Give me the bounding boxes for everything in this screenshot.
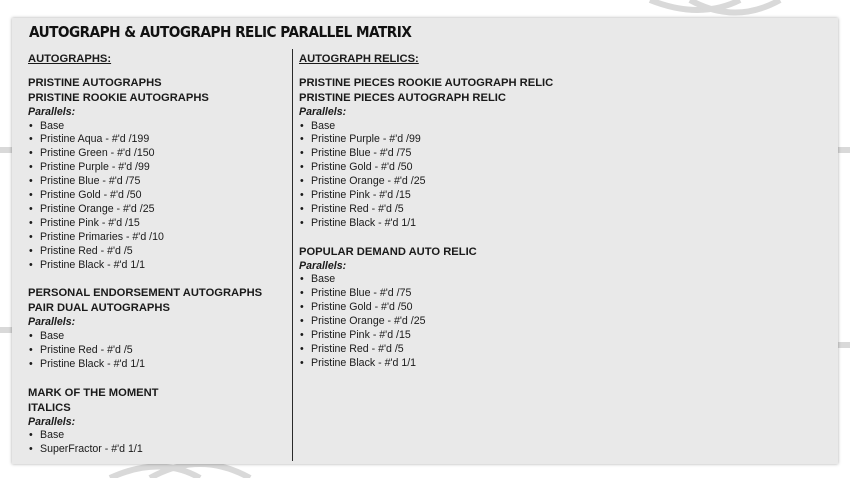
parallels-label: Parallels: [299,259,347,272]
list-item: • Base [28,330,298,344]
parallels-label: Parallels: [28,415,76,428]
list-item: • Pristine Red - #'d /5 [299,203,619,217]
list-item: • Pristine Purple - #'d /99 [299,133,619,147]
list-item: • Base [28,429,298,443]
autographs-column [28,52,298,471]
list-item: • Pristine Aqua - #'d /199 [28,133,298,147]
list-item: • Pristine Red - #'d /5 [28,245,298,259]
group-name: POPULAR DEMAND AUTO RELIC [299,245,477,258]
list-item: • Base [299,120,619,134]
list-item: • Base [299,273,619,287]
list-item: • Pristine Pink - #'d /15 [28,217,298,231]
page-title: AUTOGRAPH & AUTOGRAPH RELIC PARALLEL MATRIX [29,23,412,41]
parallel-list [28,330,298,372]
list-item: • Pristine Gold - #'d /50 [28,189,298,203]
autograph-group [28,386,298,457]
group-name: MARK OF THE MOMENT [28,386,159,399]
parallel-list [28,429,298,457]
autograph-relics-column [299,52,619,385]
matrix-panel [12,18,838,464]
parallel-list [299,120,619,231]
group-name: PRISTINE PIECES AUTOGRAPH RELIC [299,92,506,104]
list-item: • Pristine Black - #'d 1/1 [28,259,298,273]
list-item: • Pristine Primaries - #'d /10 [28,231,298,245]
autograph-group [28,76,298,272]
relic-group [299,245,619,371]
list-item: • Pristine Red - #'d /5 [299,343,619,357]
group-name: PRISTINE AUTOGRAPHS [28,77,162,89]
autograph-relics-heading: AUTOGRAPH RELICS: [299,53,419,65]
autograph-group [28,286,298,371]
list-item: • Pristine Black - #'d 1/1 [299,217,619,231]
list-item: • Pristine Orange - #'d /25 [28,203,298,217]
group-name: PERSONAL ENDORSEMENT AUTOGRAPHS [28,287,263,300]
parallels-label: Parallels: [28,106,76,118]
parallel-list [28,120,298,273]
parallels-label: Parallels: [28,316,76,329]
list-item: • Pristine Blue - #'d /75 [299,147,619,161]
group-name: ITALICS [28,401,71,414]
list-item: • Pristine Orange - #'d /25 [299,175,619,189]
group-name: PAIR DUAL AUTOGRAPHS [28,302,170,315]
parallel-list [299,273,619,370]
list-item: • Base [28,120,298,134]
group-name: PRISTINE PIECES ROOKIE AUTOGRAPH RELIC [299,77,554,89]
list-item: • Pristine Black - #'d 1/1 [299,357,619,371]
list-item: • Pristine Purple - #'d /99 [28,161,298,175]
list-item: • SuperFractor - #'d 1/1 [28,443,298,457]
list-item: • Pristine Black - #'d 1/1 [28,358,298,372]
list-item: • Pristine Gold - #'d /50 [299,301,619,315]
list-item: • Pristine Blue - #'d /75 [28,175,298,189]
autographs-heading: AUTOGRAPHS: [28,53,112,65]
relic-group [299,76,619,231]
parallels-label: Parallels: [299,106,347,118]
list-item: • Pristine Gold - #'d /50 [299,161,619,175]
list-item: • Pristine Orange - #'d /25 [299,315,619,329]
list-item: • Pristine Blue - #'d /75 [299,287,619,301]
group-name: PRISTINE ROOKIE AUTOGRAPHS [28,92,209,104]
list-item: • Pristine Green - #'d /150 [28,147,298,161]
list-item: • Pristine Red - #'d /5 [28,344,298,358]
list-item: • Pristine Pink - #'d /15 [299,189,619,203]
list-item: • Pristine Pink - #'d /15 [299,329,619,343]
